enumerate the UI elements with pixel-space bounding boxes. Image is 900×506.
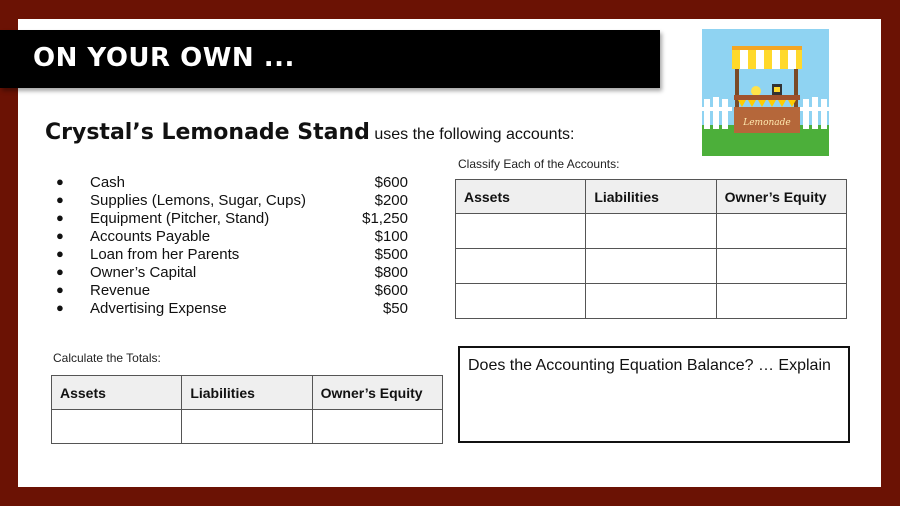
lemonade-stand-icon: [702, 29, 829, 156]
list-item: [56, 300, 408, 318]
table-row: [456, 249, 847, 284]
bullet-icon: ●: [56, 192, 64, 207]
account-list: [56, 174, 408, 318]
account-amount: $100: [374, 228, 408, 245]
table-cell[interactable]: [716, 214, 846, 249]
table-cell[interactable]: [586, 214, 716, 249]
explain-box[interactable]: [458, 346, 850, 443]
heading: [45, 120, 574, 145]
account-name: Loan from her Parents: [90, 246, 240, 263]
table-cell[interactable]: [716, 249, 846, 284]
table-cell[interactable]: [586, 284, 716, 319]
table-cell[interactable]: [312, 410, 442, 444]
account-amount: $600: [374, 174, 408, 191]
page-title: ON YOUR OWN ...: [33, 43, 295, 73]
column-header: Owner’s Equity: [312, 376, 442, 410]
table-cell[interactable]: [456, 284, 586, 319]
list-item: [56, 282, 408, 300]
explain-prompt: Does the Accounting Equation Balance? … Explain: [468, 357, 831, 374]
totals-caption: Calculate the Totals:: [53, 351, 161, 365]
stand-sign-text: Lemonade: [743, 118, 791, 128]
table-cell[interactable]: [182, 410, 312, 444]
list-item: [56, 210, 408, 228]
bullet-icon: ●: [56, 282, 64, 297]
column-header: Assets: [456, 180, 586, 214]
account-amount: $500: [374, 246, 408, 263]
classify-table: [455, 179, 847, 319]
table-row: [52, 410, 443, 444]
account-amount: $50: [382, 300, 408, 317]
totals-table: [51, 375, 443, 444]
bullet-icon: ●: [56, 246, 64, 261]
account-name: Owner’s Capital: [90, 264, 197, 281]
account-amount: $800: [374, 264, 408, 281]
account-name: Equipment (Pitcher, Stand): [90, 210, 270, 227]
account-name: Accounts Payable: [90, 228, 211, 245]
table-row: [456, 284, 847, 319]
bullet-icon: ●: [56, 264, 64, 279]
list-item: [56, 174, 408, 192]
table-cell[interactable]: [456, 214, 586, 249]
table-cell[interactable]: [456, 249, 586, 284]
bullet-icon: ●: [56, 210, 64, 225]
column-header: Liabilities: [586, 180, 716, 214]
bullet-icon: ●: [56, 300, 64, 315]
account-amount: $1,250: [362, 210, 408, 227]
classify-caption: Classify Each of the Accounts:: [458, 157, 620, 171]
bullet-icon: ●: [56, 174, 64, 189]
column-header: Assets: [52, 376, 182, 410]
account-amount: $600: [374, 282, 408, 299]
account-name: Advertising Expense: [90, 300, 227, 317]
table-row: [456, 214, 847, 249]
column-header: Liabilities: [182, 376, 312, 410]
list-item: [56, 192, 408, 210]
account-name: Supplies (Lemons, Sugar, Cups): [90, 192, 306, 209]
column-header: Owner’s Equity: [716, 180, 846, 214]
table-cell[interactable]: [52, 410, 182, 444]
table-header-row: [456, 180, 847, 214]
table-cell[interactable]: [716, 284, 846, 319]
list-item: [56, 228, 408, 246]
heading-strong: Crystal’s Lemonade Stand: [45, 120, 370, 145]
table-cell[interactable]: [586, 249, 716, 284]
account-name: Cash: [90, 174, 126, 191]
bullet-icon: ●: [56, 228, 64, 243]
account-name: Revenue: [90, 282, 151, 299]
table-header-row: [52, 376, 443, 410]
account-amount: $200: [374, 192, 408, 209]
list-item: [56, 264, 408, 282]
heading-rest: uses the following accounts:: [369, 126, 575, 143]
list-item: [56, 246, 408, 264]
